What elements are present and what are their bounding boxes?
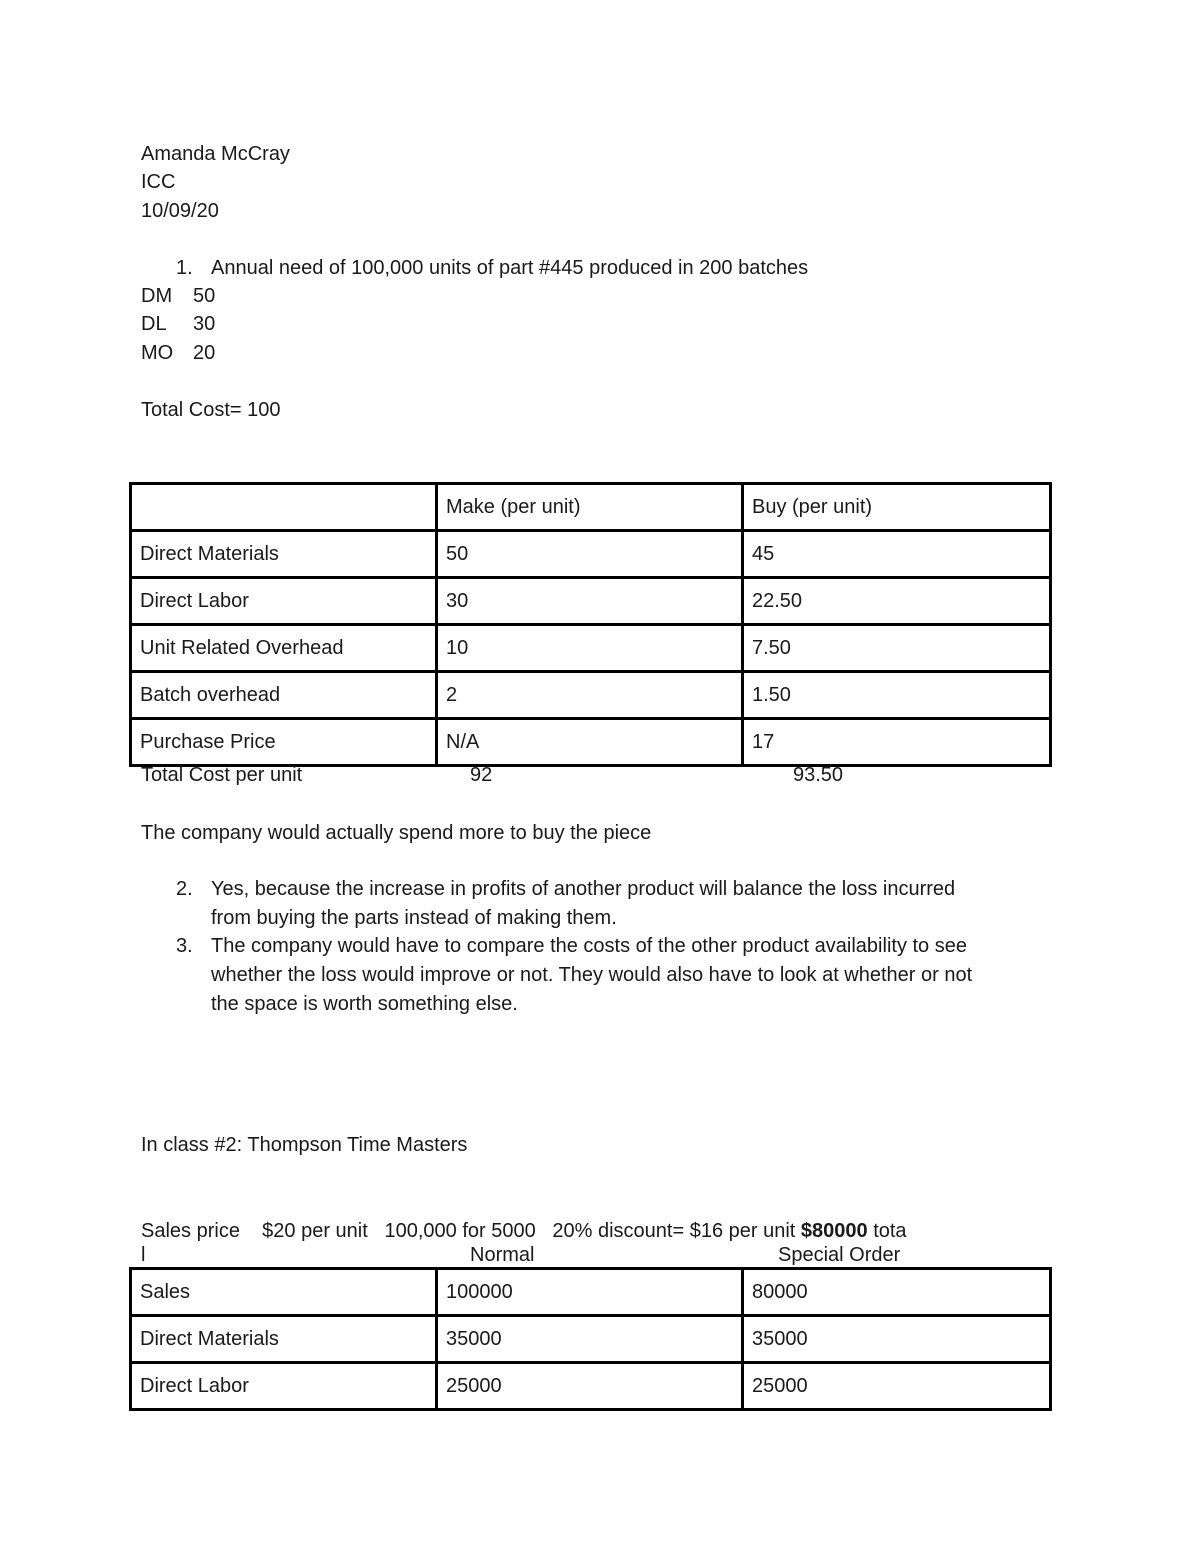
column-label-special-order: Special Order <box>778 1244 901 1266</box>
table-cell: 1.50 <box>743 672 1051 719</box>
table-cell: 25000 <box>437 1363 743 1410</box>
q1-number: 1. <box>176 257 193 279</box>
table-cell: 35000 <box>743 1316 1051 1363</box>
table-cell: 35000 <box>437 1316 743 1363</box>
cost-value-mo: 20 <box>193 342 216 364</box>
table-row <box>131 672 1051 719</box>
answer-number: 3. <box>176 935 193 957</box>
table-cell: Direct Materials <box>131 531 437 578</box>
answer-line: The company would have to compare the costs of the other product availability to see <box>211 935 967 957</box>
table-row <box>131 625 1051 672</box>
table-row <box>131 719 1051 766</box>
total-cost-per-unit-label: Total Cost per unit <box>141 764 303 786</box>
table-cell: 25000 <box>743 1363 1051 1410</box>
table-header-cell: Buy (per unit) <box>743 484 1051 531</box>
table-cell: Unit Related Overhead <box>131 625 437 672</box>
total-cost: Total Cost= 100 <box>141 399 281 421</box>
table-cell: 80000 <box>743 1269 1051 1316</box>
total-make-value: 92 <box>470 764 493 786</box>
author-name: Amanda McCray <box>141 143 290 165</box>
special-order-table <box>129 1267 1052 1411</box>
table-cell: N/A <box>437 719 743 766</box>
table-row <box>131 1269 1051 1316</box>
table-cell: 100000 <box>437 1269 743 1316</box>
cost-value-dm: 50 <box>193 285 216 307</box>
sales-price-tail: tota <box>867 1220 907 1242</box>
sales-price-text: Sales price $20 per unit 100,000 for 5000 20% discount= $16 per unit <box>141 1220 801 1242</box>
table-row <box>131 531 1051 578</box>
sales-price-line <box>141 1219 907 1243</box>
table-cell: 2 <box>437 672 743 719</box>
table-header-cell: Make (per unit) <box>437 484 743 531</box>
answer-number: 2. <box>176 878 193 900</box>
table-cell: 10 <box>437 625 743 672</box>
school-name: ICC <box>141 171 176 193</box>
table-cell: Direct Labor <box>131 578 437 625</box>
table-cell: 50 <box>437 531 743 578</box>
document-date: 10/09/20 <box>141 200 219 222</box>
answer-line: Yes, because the increase in profits of another product will balance the loss incurred <box>211 878 956 900</box>
make-buy-table <box>129 482 1052 767</box>
table-header-cell <box>131 484 437 531</box>
table-cell: 30 <box>437 578 743 625</box>
sales-total-bold: $80000 <box>800 1220 868 1242</box>
table-cell: Sales <box>131 1269 437 1316</box>
answer-line: from buying the parts instead of making them. <box>211 907 617 929</box>
sales-price-wrap: l <box>141 1244 146 1266</box>
table-cell: 22.50 <box>743 578 1051 625</box>
answer-line: whether the loss would improve or not. They would also have to look at whether or not <box>211 964 973 986</box>
cost-label-dl: DL <box>141 313 167 335</box>
q1-text: Annual need of 100,000 units of part #445 produced in 200 batches <box>211 257 809 279</box>
in-class-title: In class #2: Thompson Time Masters <box>141 1134 468 1156</box>
table-row <box>131 1316 1051 1363</box>
table-cell: Batch overhead <box>131 672 437 719</box>
table-cell: Direct Labor <box>131 1363 437 1410</box>
conclusion-text: The company would actually spend more to buy the piece <box>141 822 652 844</box>
table-cell: 45 <box>743 531 1051 578</box>
table-cell: 17 <box>743 719 1051 766</box>
cost-label-dm: DM <box>141 285 173 307</box>
table-row <box>131 1363 1051 1410</box>
table-cell: Purchase Price <box>131 719 437 766</box>
answer-line: the space is worth something else. <box>211 993 518 1015</box>
total-buy-value: 93.50 <box>793 764 844 786</box>
cost-label-mo: MO <box>141 342 174 364</box>
table-cell: 7.50 <box>743 625 1051 672</box>
column-label-normal: Normal <box>470 1244 535 1266</box>
cost-value-dl: 30 <box>193 313 216 335</box>
table-row <box>131 578 1051 625</box>
table-header-row <box>131 484 1051 531</box>
table-cell: Direct Materials <box>131 1316 437 1363</box>
